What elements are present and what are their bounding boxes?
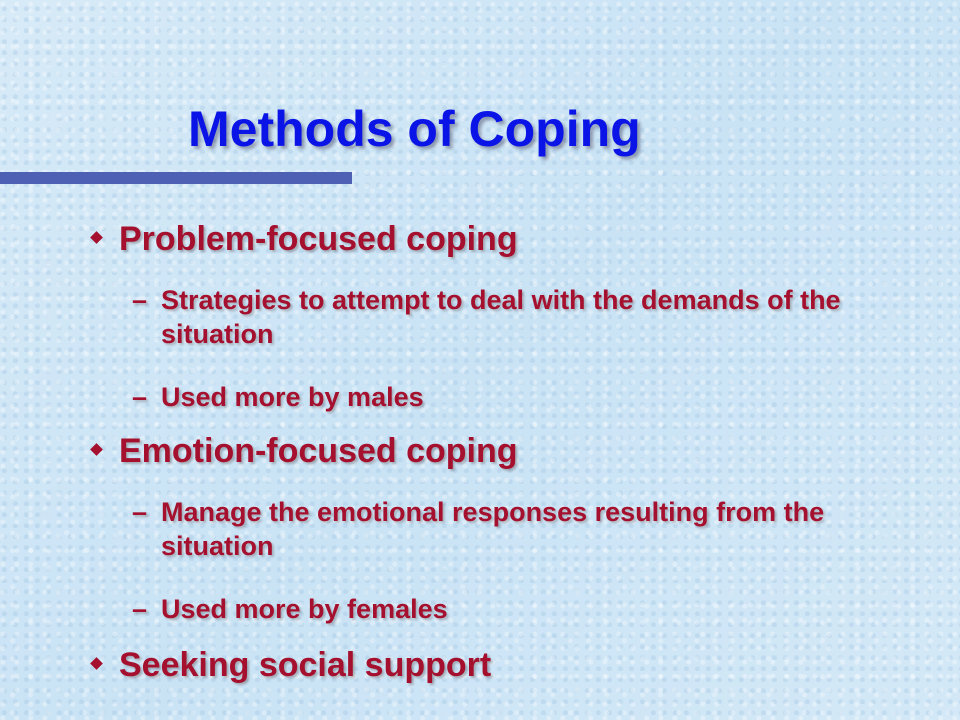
- slide-title: Methods of Coping: [188, 101, 641, 157]
- sub-bullet-label: Used more by males: [161, 382, 424, 412]
- dash-icon: –: [132, 382, 148, 412]
- sub-bullet-label: Manage the emotional responses resulting from the situation: [161, 497, 825, 561]
- bullet-item: [88, 432, 518, 471]
- sub-bullet-item: [132, 380, 852, 414]
- sub-bullet-item: [132, 592, 852, 626]
- bullet-label: Problem-focused coping: [119, 220, 518, 258]
- dash-icon: –: [132, 594, 148, 624]
- sub-bullet-label: Strategies to attempt to deal with the demands of the situation: [161, 285, 841, 349]
- bullet-label: Seeking social support: [119, 646, 492, 684]
- diamond-bullet-icon: [90, 657, 103, 670]
- bullet-label: Emotion-focused coping: [119, 432, 518, 470]
- bullet-item: [88, 220, 518, 259]
- diamond-bullet-icon: [90, 231, 103, 244]
- bullet-item: [88, 646, 491, 685]
- sub-bullet-label: Used more by females: [161, 594, 448, 624]
- sub-bullet-item: [132, 495, 892, 563]
- dash-icon: –: [132, 285, 148, 315]
- dash-icon: –: [132, 497, 148, 527]
- sub-bullet-item: [132, 283, 852, 351]
- diamond-bullet-icon: [90, 443, 103, 456]
